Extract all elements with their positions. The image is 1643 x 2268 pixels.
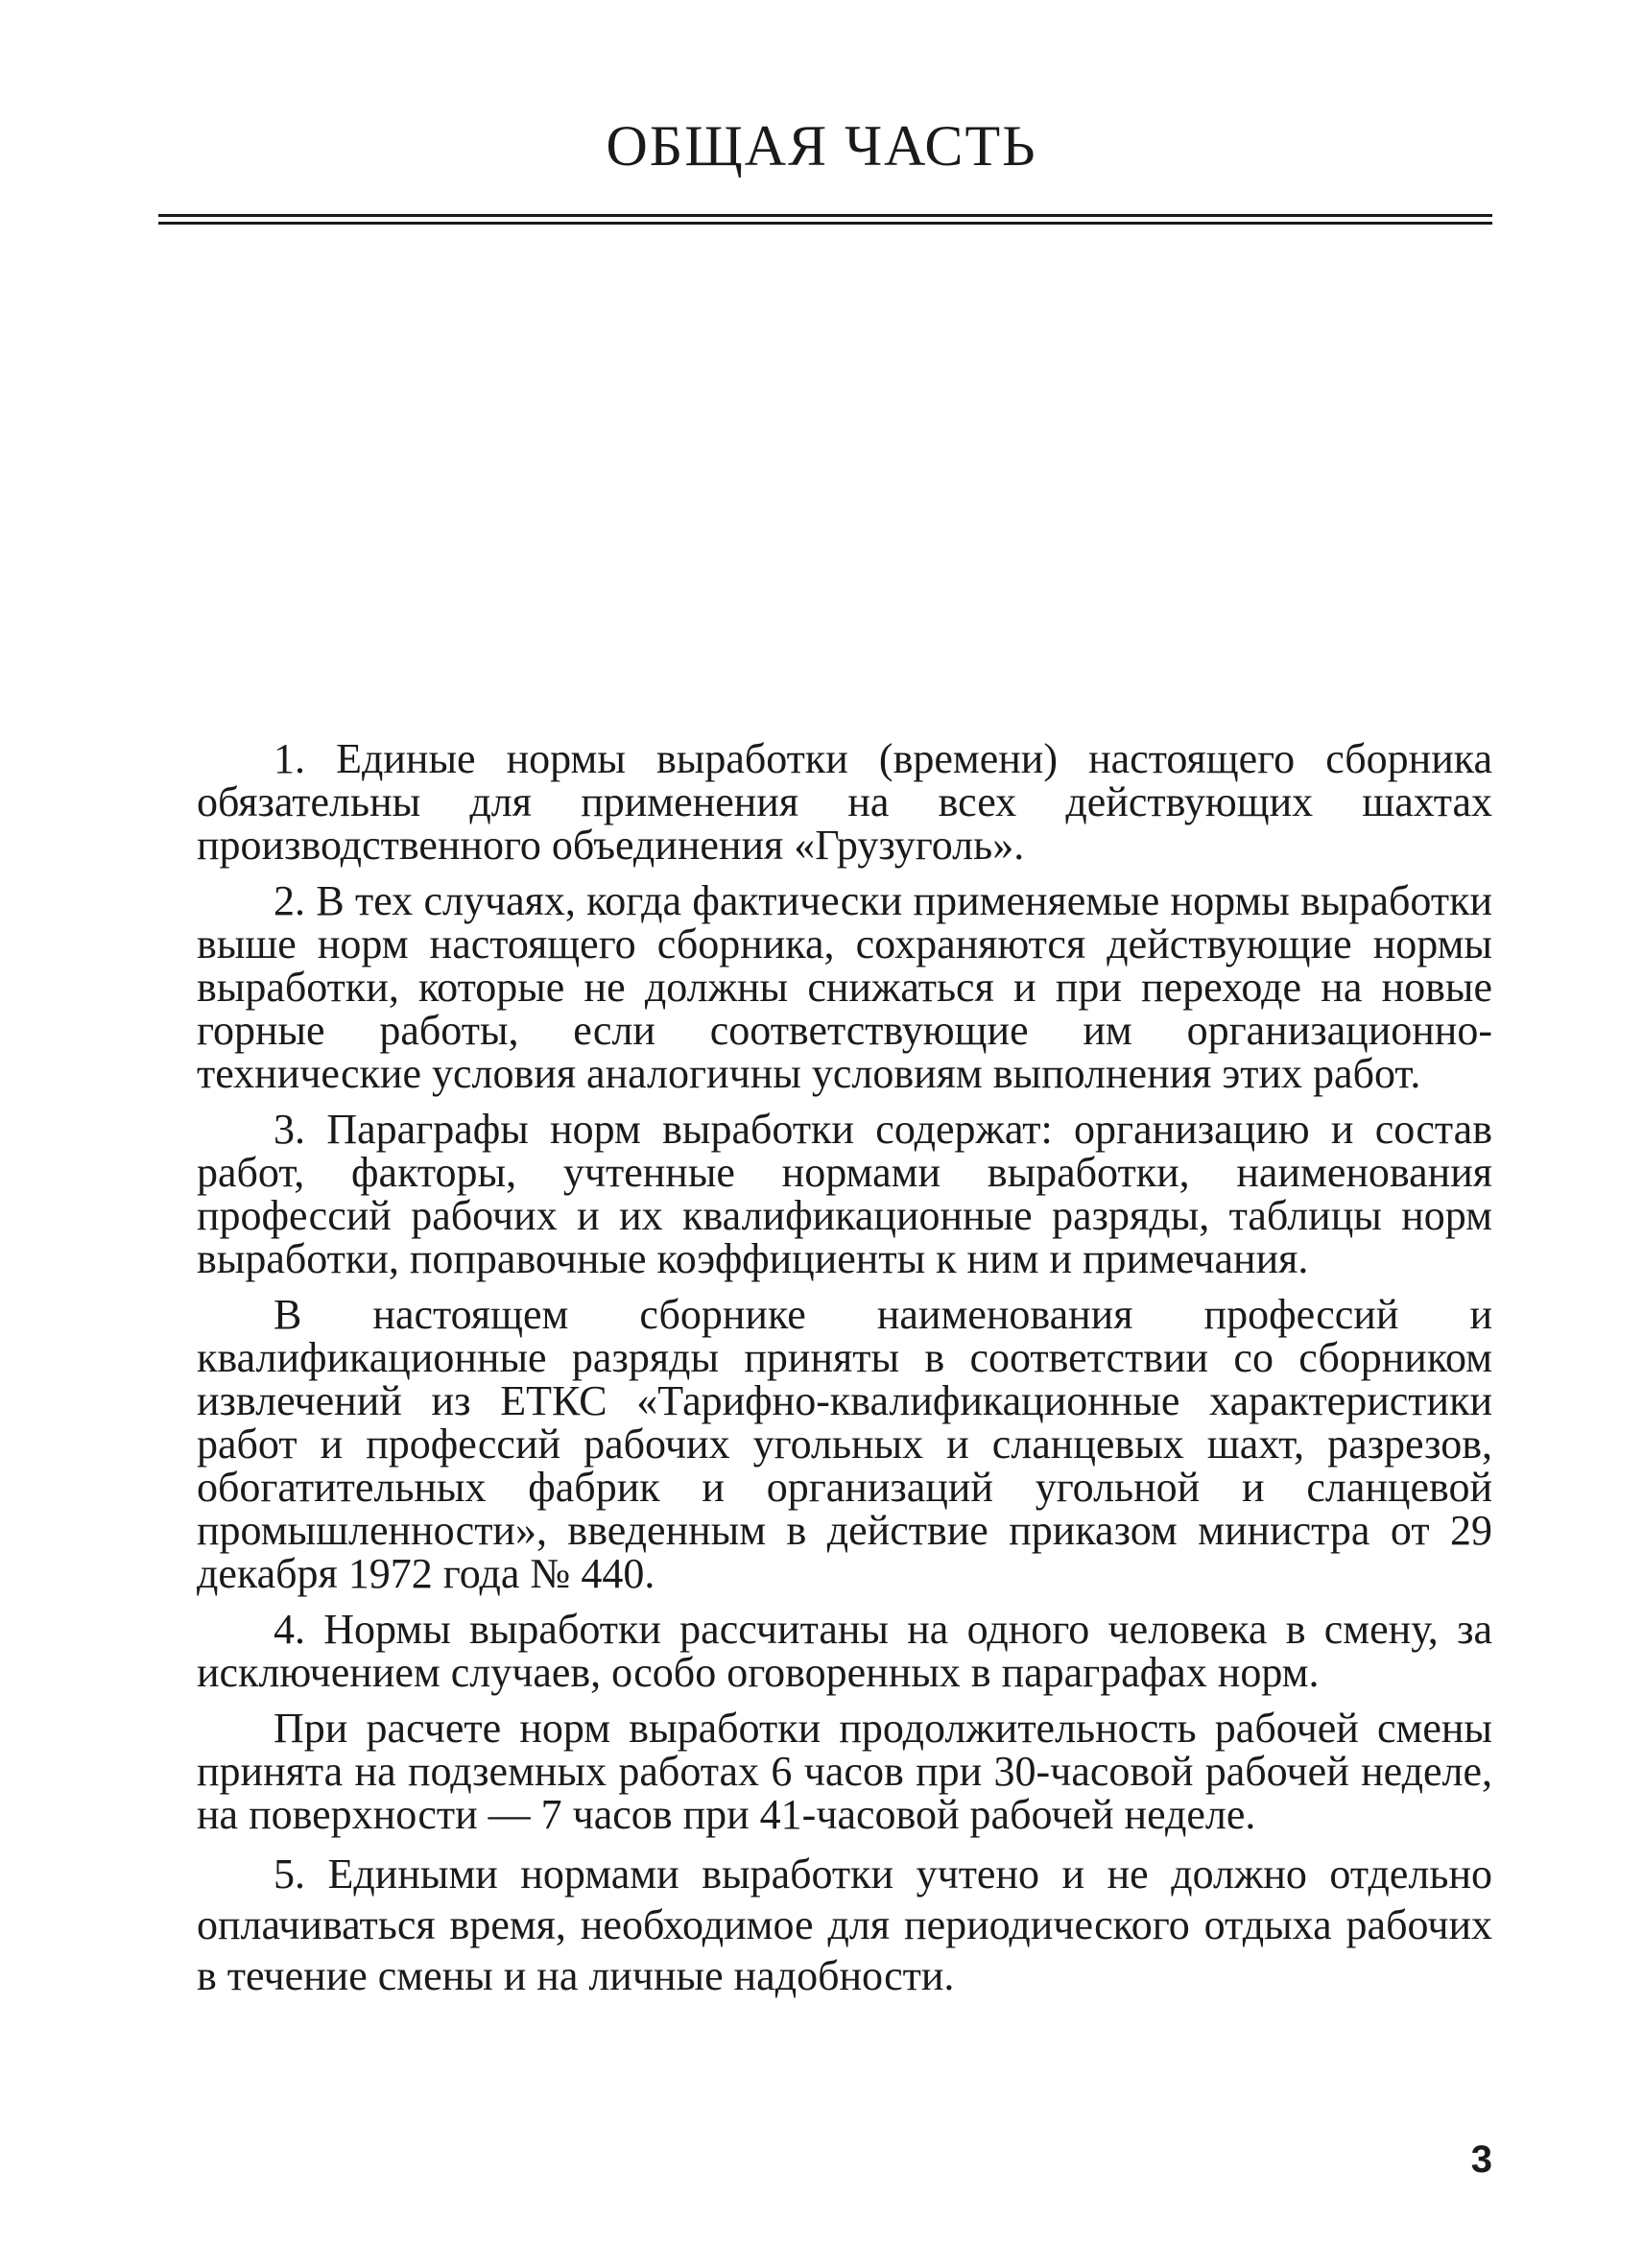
paragraph-3-continuation: В настоящем сборнике наименования профессий и квалификационные разряды приняты в соответствии со сборником извлечений из ЕТКС «Тарифно-квалификационные характеристики работ и профессий рабочих угольных и сланцевых шахт, разрезов, обогатительных фабрик и организаций угольной и сланцевой промышленности», введенным в действие приказом министра от 29 декабря 1972 года № 440. <box>197 1291 1492 1597</box>
page-title: ОБЩАЯ ЧАСТЬ <box>606 114 1037 178</box>
paragraph-3: 3. Параграфы норм выработки содержат: организацию и состав работ, факторы, учтенные нормами выработки, наименования профессий рабочих и их квалификационные разряды, таблицы норм выработки, поправочные коэффициенты к ним и примечания. <box>197 1106 1492 1282</box>
paragraph-2: 2. В тех случаях, когда фактически применяемые нормы выработки выше норм настоящего сборника, сохраняются действующие нормы выработки, которые не должны снижаться и при переходе на новые горные работы, если соответствующие им организационно-технические условия аналогичны условиям выполнения этих работ. <box>197 877 1492 1097</box>
title-divider-bottom <box>158 222 1492 225</box>
paragraph-1: 1. Единые нормы выработки (времени) настоящего сборника обязательны для применения на всех действующих шахтах производственного объединения «Грузуголь». <box>197 735 1492 869</box>
page-number: 3 <box>1470 2138 1492 2181</box>
paragraph-4: 4. Нормы выработки рассчитаны на одного человека в смену, за исключением случаев, особо оговоренных в параграфах норм. <box>197 1606 1492 1696</box>
title-divider-top <box>158 214 1492 217</box>
paragraph-4-continuation: При расчете норм выработки продолжительность рабочей смены принята на подземных работах 6 часов при 30-часовой рабочей неделе, на поверхности — 7 часов при 41-часовой рабочей неделе. <box>197 1705 1492 1838</box>
document-body <box>197 737 1492 2014</box>
paragraph-5: 5. Едиными нормами выработки учтено и не должно отдельно оплачиваться время, необходимое для периодического отдыха рабочих в течение смены и на личные надобности. <box>197 1850 1492 1999</box>
